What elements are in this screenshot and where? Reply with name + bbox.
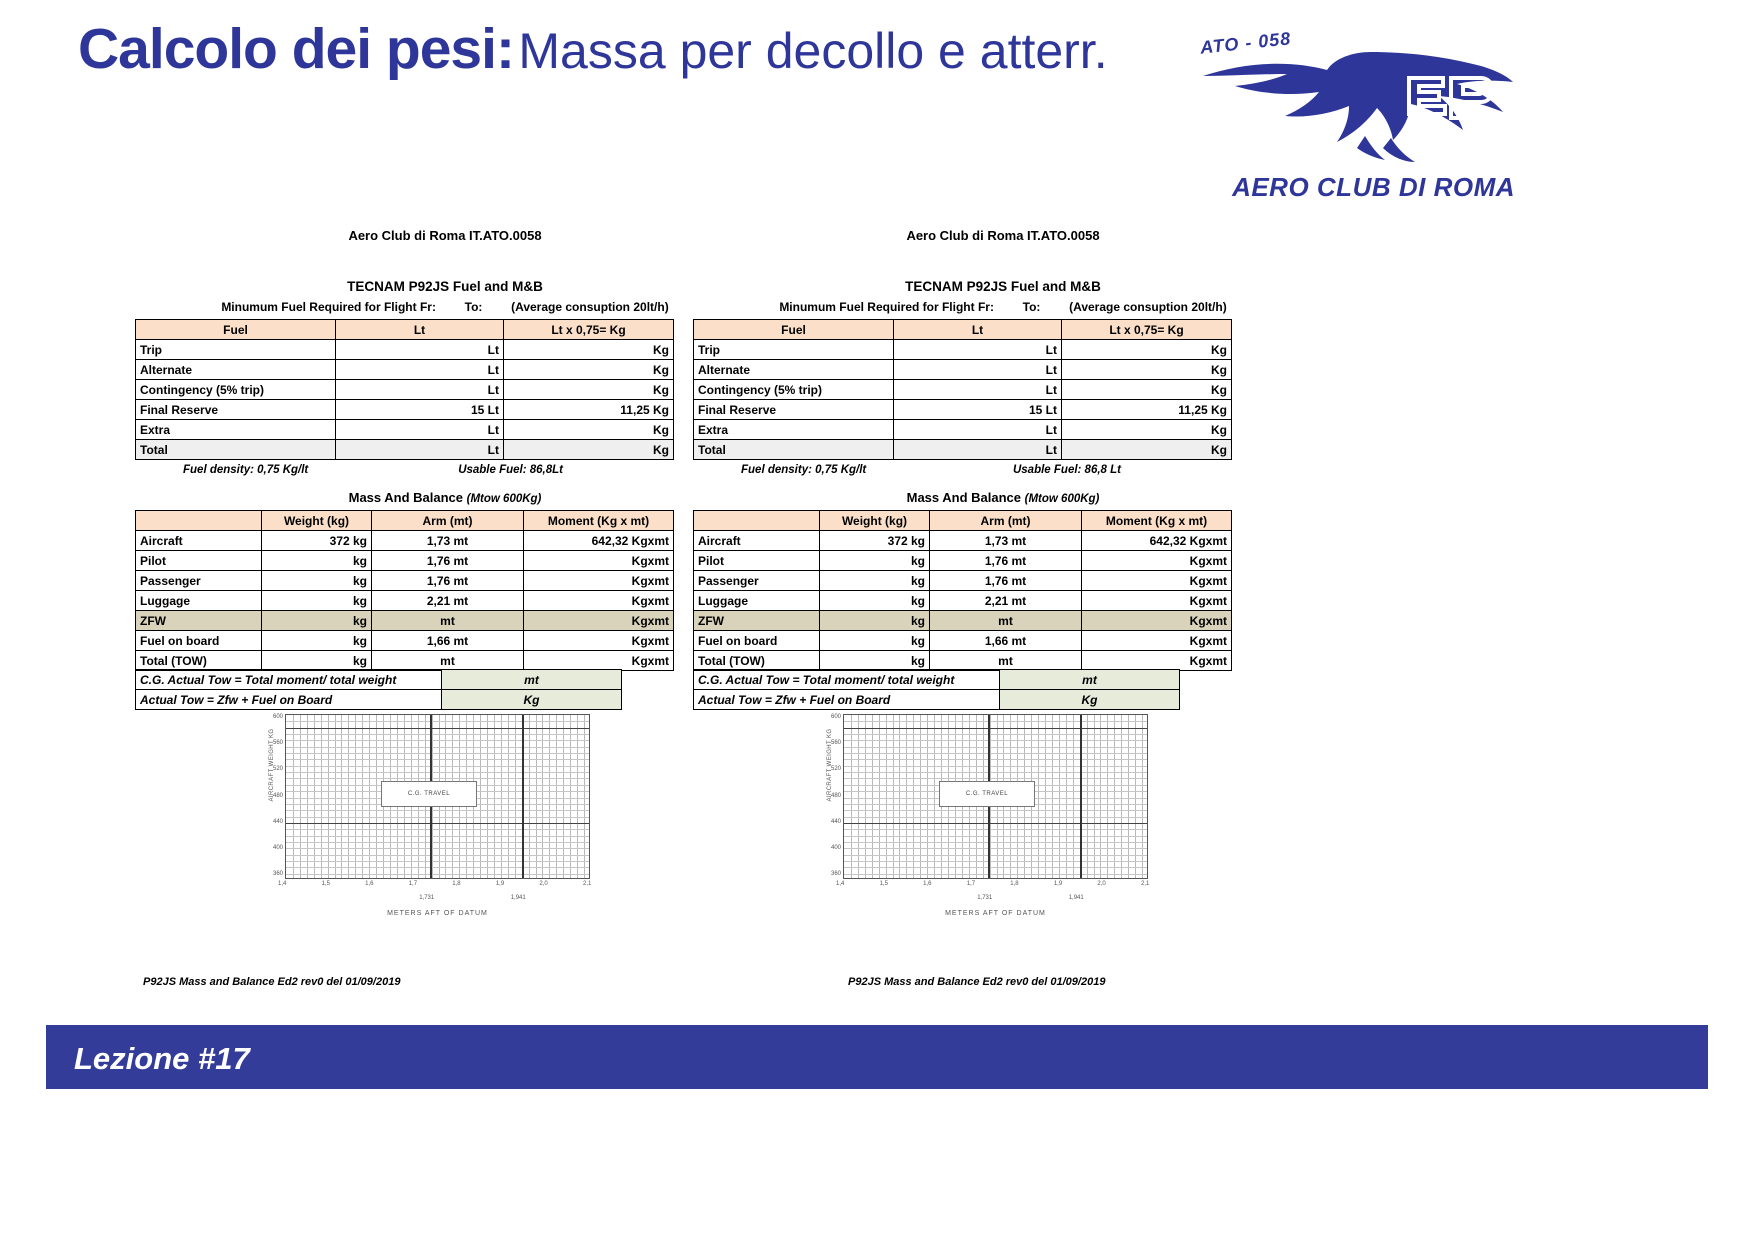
fuel-subtitle-from: Minumum Fuel Required for Flight Fr:	[221, 300, 436, 314]
fuel-table-header-row	[694, 320, 1232, 340]
chart-x-tick: 1,5	[879, 881, 888, 887]
chart-gridline	[844, 740, 1147, 741]
mb-col-moment: Moment (Kg x mt)	[1082, 511, 1232, 531]
chart-gridline	[844, 829, 1147, 830]
chart-x-tick: 2,1	[1141, 881, 1150, 887]
mb-row-arm: 1,76 mt	[372, 571, 524, 591]
chart-gridline	[844, 759, 1147, 760]
chart-x-tick: 1,4	[836, 881, 845, 887]
fuel-row-lt: Lt	[336, 420, 504, 440]
mb-row-arm: mt	[930, 611, 1082, 631]
fuel-row-lt: Lt	[894, 420, 1062, 440]
sheet-doc-title: TECNAM P92JS Fuel and M&B	[905, 279, 1101, 294]
chart-x-tick: 1,8	[1010, 881, 1019, 887]
mb-col-arm: Arm (mt)	[930, 511, 1082, 531]
fuel-row-lt: Lt	[336, 360, 504, 380]
table-row	[136, 440, 674, 460]
chart-gridline	[844, 855, 1147, 856]
mb-table-body	[694, 531, 1232, 671]
fuel-col-fuel: Fuel	[136, 320, 336, 340]
mb-row-weight: 372 kg	[262, 531, 372, 551]
mb-col-moment: Moment (Kg x mt)	[524, 511, 674, 531]
chart-x-tick: 1,6	[365, 881, 374, 887]
usable-fuel-label: Usable Fuel: 86,8Lt	[458, 464, 563, 476]
mb-row-arm: 1,66 mt	[930, 631, 1082, 651]
mb-table-header-row	[136, 511, 674, 531]
chart-y-tick: 360	[272, 871, 283, 877]
mb-row-moment: Kgxmt	[1082, 591, 1232, 611]
cg-table	[693, 669, 1180, 710]
fuel-row-kg: Kg	[1062, 420, 1232, 440]
page-title-bold: Calcolo dei pesi:	[78, 17, 514, 81]
fuel-row-lt: Lt	[894, 440, 1062, 460]
sheet-doc-title: TECNAM P92JS Fuel and M&B	[347, 279, 543, 294]
chart-limit-line	[286, 823, 589, 825]
fuel-row-kg: Kg	[504, 420, 674, 440]
cg-row-label: Actual Tow = Zfw + Fuel on Board	[694, 690, 1000, 710]
chart-gridline	[844, 836, 1147, 837]
mb-row-arm: 2,21 mt	[930, 591, 1082, 611]
fuel-row-label: Extra	[136, 420, 336, 440]
fuel-row-kg: Kg	[504, 380, 674, 400]
chart-gridline	[844, 778, 1147, 779]
chart-gridline	[286, 817, 589, 818]
fuel-subtitle	[135, 300, 755, 314]
chart-x-axis-label: METERS AFT OF DATUM	[945, 910, 1046, 917]
mb-row-label: Luggage	[694, 591, 820, 611]
chart-gridline	[286, 867, 589, 868]
cg-row-label: Actual Tow = Zfw + Fuel on Board	[136, 690, 442, 710]
usable-fuel-label: Usable Fuel: 86,8 Lt	[1012, 464, 1121, 476]
chart-x-ticks	[836, 881, 1150, 911]
mb-row-moment: 642,32 Kgxmt	[1082, 531, 1232, 551]
mb-row-label: Pilot	[136, 551, 262, 571]
fuel-row-kg: Kg	[504, 360, 674, 380]
chart-x-tick: 1,7	[408, 881, 418, 887]
chart-gridline	[286, 855, 589, 856]
mb-row-label: Passenger	[136, 571, 262, 591]
mb-row-label: ZFW	[694, 611, 820, 631]
fuel-col-kg: Lt x 0,75= Kg	[504, 320, 674, 340]
fuel-col-lt: Lt	[336, 320, 504, 340]
chart-gridline	[286, 848, 589, 849]
lesson-label: Lezione #17	[74, 1041, 250, 1076]
table-row	[136, 551, 674, 571]
chart-gridline	[286, 721, 589, 722]
chart-y-tick: 560	[830, 740, 841, 747]
fuel-subtitle	[693, 300, 1313, 314]
sheet-org-line: Aero Club di Roma IT.ATO.0058	[906, 228, 1100, 243]
mass-balance-title-text: Mass And Balance	[906, 490, 1022, 505]
chart-x-tick: 2,0	[539, 881, 548, 887]
chart-gridline	[844, 867, 1147, 868]
chart-limit-line	[522, 715, 524, 878]
chart-gridline	[286, 829, 589, 830]
chart-gridline	[286, 842, 589, 843]
mb-row-weight: kg	[820, 591, 930, 611]
fuel-row-lt: Lt	[894, 360, 1062, 380]
fuel-row-label: Total	[136, 440, 336, 460]
mb-row-label: Luggage	[136, 591, 262, 611]
chart-y-ticks	[809, 714, 841, 879]
table-row	[136, 360, 674, 380]
mb-row-moment: Kgxmt	[1082, 611, 1232, 631]
sheet-doc-footer: P92JS Mass and Balance Ed2 rev0 del 01/09/2019	[143, 976, 401, 988]
eagle-logo-icon	[1195, 50, 1515, 165]
mb-row-label: Pilot	[694, 551, 820, 571]
chart-y-tick: 480	[272, 792, 283, 799]
chart-gridline	[844, 753, 1147, 754]
fuel-table-body	[694, 340, 1232, 460]
chart-x-limit-tick: 1,731	[977, 895, 993, 901]
chart-x-axis-label: METERS AFT OF DATUM	[387, 910, 488, 917]
chart-y-tick: 400	[272, 844, 283, 851]
fuel-col-fuel: Fuel	[694, 320, 894, 340]
table-row	[136, 631, 674, 651]
table-row	[694, 380, 1232, 400]
mb-row-moment: Kgxmt	[1082, 651, 1232, 671]
chart-gridline	[844, 766, 1147, 767]
form-sheet-left	[135, 228, 755, 1008]
table-row	[694, 400, 1232, 420]
chart-plot-area	[285, 714, 590, 879]
chart-x-tick: 1,9	[495, 881, 505, 887]
table-row	[694, 531, 1232, 551]
table-row	[136, 690, 622, 710]
chart-y-tick: 440	[830, 818, 841, 825]
mb-table-header-row	[694, 511, 1232, 531]
chart-gridline	[286, 778, 589, 779]
fuel-row-kg: Kg	[1062, 340, 1232, 360]
mb-row-weight: kg	[262, 651, 372, 671]
table-row	[136, 400, 674, 420]
chart-y-tick: 520	[272, 766, 283, 773]
chart-y-tick: 480	[830, 792, 841, 799]
mb-row-arm: 1,73 mt	[930, 531, 1082, 551]
fuel-subtitle-consumption: (Average consuption 20lt/h)	[511, 300, 669, 314]
chart-x-limit-tick: 1,941	[510, 895, 526, 901]
table-row	[694, 690, 1180, 710]
fuel-subtitle-consumption: (Average consuption 20lt/h)	[1069, 300, 1227, 314]
aero-club-logo	[1195, 24, 1515, 214]
chart-gridline	[286, 759, 589, 760]
fuel-row-label: Extra	[694, 420, 894, 440]
mb-col-arm: Arm (mt)	[372, 511, 524, 531]
ato-code-label: ATO - 058	[1199, 28, 1293, 58]
table-row	[136, 571, 674, 591]
fuel-row-label: Contingency (5% trip)	[136, 380, 336, 400]
table-row	[136, 380, 674, 400]
mass-balance-title-text: Mass And Balance	[348, 490, 464, 505]
table-row	[136, 340, 674, 360]
cg-row-label: C.G. Actual Tow = Total moment/ total weight	[694, 670, 1000, 690]
cg-envelope-chart	[245, 714, 605, 917]
mb-row-arm: 1,73 mt	[372, 531, 524, 551]
chart-y-axis-label: AIRCRAFT WEIGHT KG	[269, 728, 275, 802]
mb-row-weight: kg	[262, 571, 372, 591]
chart-gridline	[286, 766, 589, 767]
fuel-row-lt: 15 Lt	[336, 400, 504, 420]
form-sheet-right	[693, 228, 1313, 1008]
fuel-row-kg: 11,25 Kg	[1062, 400, 1232, 420]
fuel-row-lt: Lt	[336, 440, 504, 460]
chart-gridline	[844, 747, 1147, 748]
mb-row-label: Fuel on board	[694, 631, 820, 651]
chart-x-limit-tick: 1,731	[419, 895, 435, 901]
chart-gridline	[844, 734, 1147, 735]
chart-x-ticks	[278, 881, 592, 911]
chart-x-tick: 1,8	[452, 881, 461, 887]
mb-row-weight: kg	[820, 551, 930, 571]
chart-gridline	[286, 753, 589, 754]
chart-gridline	[286, 836, 589, 837]
mb-row-moment: Kgxmt	[524, 651, 674, 671]
chart-x-tick: 1,7	[966, 881, 976, 887]
chart-gridline	[844, 721, 1147, 722]
mass-balance-table	[693, 510, 1232, 671]
mb-row-weight: kg	[820, 651, 930, 671]
mb-row-weight: kg	[820, 631, 930, 651]
fuel-row-label: Trip	[136, 340, 336, 360]
fuel-table	[693, 319, 1232, 460]
chart-y-tick: 400	[830, 844, 841, 851]
table-row	[694, 420, 1232, 440]
mb-row-weight: kg	[262, 591, 372, 611]
fuel-row-kg: Kg	[1062, 360, 1232, 380]
fuel-row-lt: Lt	[336, 340, 504, 360]
cg-row-value: mt	[1000, 670, 1180, 690]
chart-gridline	[844, 772, 1147, 773]
fuel-row-kg: 11,25 Kg	[504, 400, 674, 420]
fuel-density-label: Fuel density: 0,75 Kg/lt	[741, 464, 867, 476]
cg-row-label: C.G. Actual Tow = Total moment/ total weight	[136, 670, 442, 690]
chart-y-tick: 520	[830, 766, 841, 773]
mb-row-weight: kg	[262, 631, 372, 651]
table-row	[694, 551, 1232, 571]
chart-x-limit-tick: 1,941	[1068, 895, 1084, 901]
chart-x-tick: 2,1	[583, 881, 592, 887]
fuel-density-line	[693, 464, 1231, 476]
logo-org-name: AERO CLUB DI ROMA	[1232, 172, 1515, 202]
mb-row-label: Fuel on board	[136, 631, 262, 651]
fuel-row-label: Alternate	[136, 360, 336, 380]
mass-balance-table	[135, 510, 674, 671]
chart-gridline	[844, 842, 1147, 843]
fuel-row-kg: Kg	[1062, 380, 1232, 400]
fuel-row-lt: 15 Lt	[894, 400, 1062, 420]
chart-y-tick: 600	[272, 714, 283, 720]
table-row	[694, 360, 1232, 380]
mass-balance-title-note: (Mtow 600Kg)	[1024, 493, 1100, 505]
chart-gridline	[844, 817, 1147, 818]
chart-annotation: C.G. TRAVEL	[939, 781, 1035, 807]
mb-row-label: ZFW	[136, 611, 262, 631]
fuel-row-label: Final Reserve	[136, 400, 336, 420]
table-row	[694, 670, 1180, 690]
chart-limit-line	[286, 728, 589, 730]
mb-row-arm: 1,76 mt	[372, 551, 524, 571]
chart-gridline	[286, 740, 589, 741]
table-row	[136, 591, 674, 611]
mb-row-label: Passenger	[694, 571, 820, 591]
chart-y-tick: 440	[272, 818, 283, 825]
chart-limit-line	[1080, 715, 1082, 878]
table-row	[136, 420, 674, 440]
fuel-row-lt: Lt	[336, 380, 504, 400]
table-row	[136, 670, 622, 690]
chart-gridline	[286, 772, 589, 773]
fuel-row-label: Alternate	[694, 360, 894, 380]
chart-x-tick: 1,5	[321, 881, 330, 887]
table-row	[136, 531, 674, 551]
chart-y-tick: 600	[830, 714, 841, 720]
chart-gridline	[286, 747, 589, 748]
sheet-org-line: Aero Club di Roma IT.ATO.0058	[348, 228, 542, 243]
chart-limit-line	[844, 823, 1147, 825]
fuel-subtitle-to: To:	[464, 300, 483, 314]
cg-row-value: Kg	[1000, 690, 1180, 710]
fuel-col-kg: Lt x 0,75= Kg	[1062, 320, 1232, 340]
chart-gridline	[844, 848, 1147, 849]
fuel-row-label: Total	[694, 440, 894, 460]
mb-row-arm: mt	[930, 651, 1082, 671]
mb-row-moment: Kgxmt	[1082, 571, 1232, 591]
fuel-density-label: Fuel density: 0,75 Kg/lt	[183, 464, 309, 476]
mb-row-arm: mt	[372, 651, 524, 671]
chart-limit-line	[844, 728, 1147, 730]
table-row	[694, 571, 1232, 591]
chart-gridline	[286, 861, 589, 862]
chart-y-tick: 560	[272, 740, 283, 747]
cg-envelope-chart	[803, 714, 1163, 917]
cg-row-value: mt	[442, 670, 622, 690]
mb-row-label: Total (TOW)	[694, 651, 820, 671]
mass-balance-title	[135, 490, 755, 505]
chart-x-tick: 1,6	[923, 881, 932, 887]
mb-row-weight: kg	[262, 611, 372, 631]
fuel-table	[135, 319, 674, 460]
chart-gridline	[844, 874, 1147, 875]
chart-gridline	[286, 810, 589, 811]
page-title-light: Massa per decollo e atterr.	[518, 23, 1108, 79]
fuel-row-kg: Kg	[1062, 440, 1232, 460]
mb-row-weight: kg	[262, 551, 372, 571]
mb-row-moment: Kgxmt	[524, 571, 674, 591]
mb-row-label: Aircraft	[694, 531, 820, 551]
mb-row-label: Aircraft	[136, 531, 262, 551]
mass-balance-title	[693, 490, 1313, 505]
mb-row-weight: kg	[820, 611, 930, 631]
fuel-row-label: Trip	[694, 340, 894, 360]
table-row	[694, 340, 1232, 360]
slide-footer-bar	[46, 1025, 1708, 1089]
chart-y-tick: 360	[830, 871, 841, 877]
mb-table-body	[136, 531, 674, 671]
fuel-row-kg: Kg	[504, 340, 674, 360]
mb-row-moment: Kgxmt	[1082, 631, 1232, 651]
mb-row-moment: 642,32 Kgxmt	[524, 531, 674, 551]
chart-plot-area	[843, 714, 1148, 879]
mb-col-weight: Weight (kg)	[820, 511, 930, 531]
fuel-col-lt: Lt	[894, 320, 1062, 340]
mb-row-arm: 1,76 mt	[930, 551, 1082, 571]
chart-x-tick: 2,0	[1097, 881, 1106, 887]
table-row	[694, 611, 1232, 631]
table-row	[694, 440, 1232, 460]
cg-table-body	[136, 670, 622, 710]
chart-gridline	[844, 861, 1147, 862]
chart-y-axis-label: AIRCRAFT WEIGHT KG	[827, 728, 833, 802]
cg-row-value: Kg	[442, 690, 622, 710]
chart-gridline	[286, 874, 589, 875]
mass-balance-title-note: (Mtow 600Kg)	[466, 493, 542, 505]
cg-table	[135, 669, 622, 710]
sheet-doc-footer: P92JS Mass and Balance Ed2 rev0 del 01/09/2019	[848, 976, 1106, 988]
fuel-row-lt: Lt	[894, 380, 1062, 400]
fuel-table-header-row	[136, 320, 674, 340]
fuel-subtitle-to: To:	[1022, 300, 1041, 314]
fuel-subtitle-from: Minumum Fuel Required for Flight Fr:	[779, 300, 994, 314]
fuel-table-body	[136, 340, 674, 460]
table-row	[694, 651, 1232, 671]
chart-x-tick: 1,9	[1053, 881, 1063, 887]
mb-row-moment: Kgxmt	[1082, 551, 1232, 571]
mb-col-item	[136, 511, 262, 531]
mb-row-arm: 2,21 mt	[372, 591, 524, 611]
mb-row-arm: 1,66 mt	[372, 631, 524, 651]
mb-row-moment: Kgxmt	[524, 591, 674, 611]
mb-col-weight: Weight (kg)	[262, 511, 372, 531]
mb-row-moment: Kgxmt	[524, 611, 674, 631]
mb-row-arm: 1,76 mt	[930, 571, 1082, 591]
mb-row-moment: Kgxmt	[524, 551, 674, 571]
mb-row-weight: 372 kg	[820, 531, 930, 551]
table-row	[136, 651, 674, 671]
mb-row-label: Total (TOW)	[136, 651, 262, 671]
fuel-row-label: Contingency (5% trip)	[694, 380, 894, 400]
cg-table-body	[694, 670, 1180, 710]
mb-row-arm: mt	[372, 611, 524, 631]
mb-col-item	[694, 511, 820, 531]
mb-row-moment: Kgxmt	[524, 631, 674, 651]
mb-row-weight: kg	[820, 571, 930, 591]
chart-y-ticks	[251, 714, 283, 879]
fuel-row-lt: Lt	[894, 340, 1062, 360]
fuel-density-line	[135, 464, 673, 476]
chart-gridline	[286, 734, 589, 735]
table-row	[136, 611, 674, 631]
fuel-row-label: Final Reserve	[694, 400, 894, 420]
chart-gridline	[844, 810, 1147, 811]
table-row	[694, 591, 1232, 611]
chart-annotation: C.G. TRAVEL	[381, 781, 477, 807]
fuel-row-kg: Kg	[504, 440, 674, 460]
chart-x-tick: 1,4	[278, 881, 287, 887]
table-row	[694, 631, 1232, 651]
